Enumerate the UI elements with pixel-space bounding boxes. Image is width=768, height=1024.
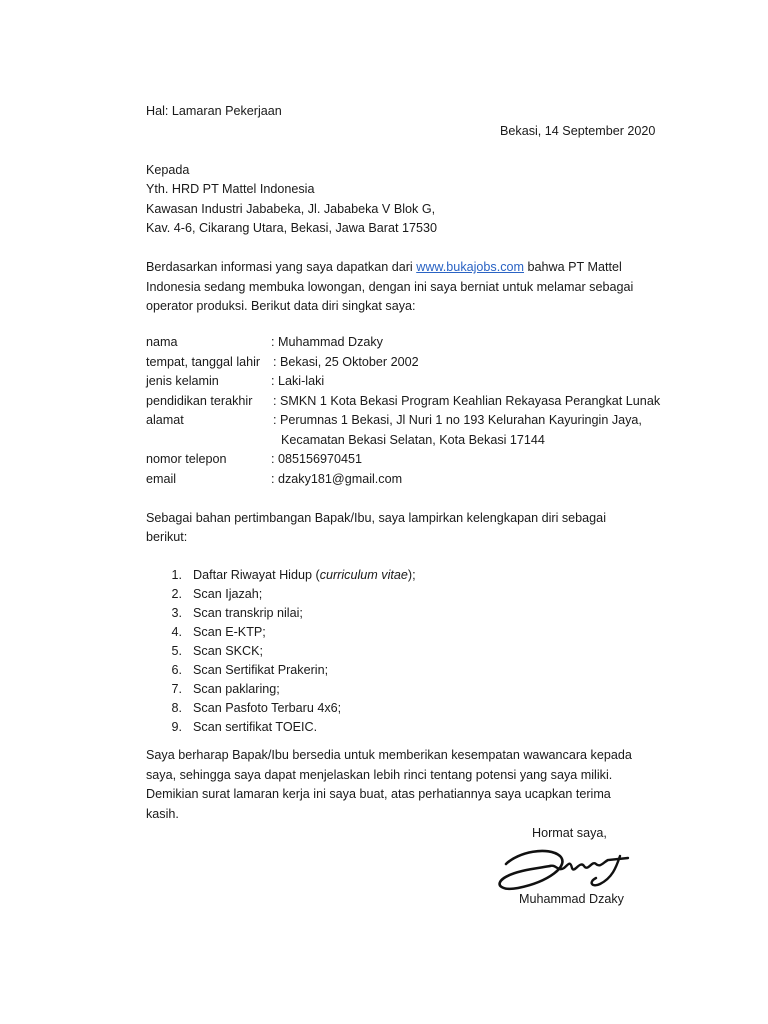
list-item-text: Scan SKCK;: [193, 644, 263, 658]
list-number: 3.: [171, 606, 182, 620]
closing-line-3: Demikian surat lamaran kerja ini saya buat, atas perhatiannya saya ucapkan terima: [146, 787, 611, 801]
intro-line-1: [146, 258, 622, 278]
list-item-text-after: );: [407, 568, 416, 582]
closing-line-1: Saya berharap Bapak/Ibu bersedia untuk memberikan kesempatan wawancara kepada: [146, 748, 632, 762]
detail-value: : Laki-laki: [271, 374, 325, 388]
recipient-line-2: Kawasan Industri Jababeka, Jl. Jababeka V Blok G,: [146, 202, 436, 216]
detail-key: alamat: [146, 413, 184, 427]
detail-value: : Muhammad Dzaky: [271, 335, 383, 349]
intro-text-b: bahwa PT Mattel: [524, 260, 622, 274]
detail-value: : dzaky181@gmail.com: [271, 472, 403, 486]
list-item-text: Scan E-KTP;: [193, 625, 266, 639]
list-item-text: Scan sertifikat TOEIC.: [193, 720, 318, 734]
intro-line-2: Indonesia sedang membuka lowongan, dengan ini saya berniat untuk melamar sebagai: [146, 280, 634, 294]
detail-value: : Perumnas 1 Bekasi, Jl Nuri 1 no 193 Kelurahan Kayuringin Jaya,: [273, 413, 642, 427]
list-number: 1.: [171, 568, 182, 582]
recipient-line-3: Kav. 4-6, Cikarang Utara, Bekasi, Jawa Barat 17530: [146, 221, 437, 235]
list-number: 2.: [171, 587, 182, 601]
recipient-line-1: Yth. HRD PT Mattel Indonesia: [146, 182, 315, 196]
list-number: 9.: [171, 720, 182, 734]
detail-key: tempat, tanggal lahir: [146, 355, 261, 369]
list-number: 7.: [171, 682, 182, 696]
list-item-text: Scan Pasfoto Terbaru 4x6;: [193, 701, 342, 715]
letter-date: Bekasi, 14 September 2020: [500, 124, 656, 138]
list-item-text: Scan paklaring;: [193, 682, 280, 696]
detail-value: : Bekasi, 25 Oktober 2002: [273, 355, 419, 369]
detail-key: nomor telepon: [146, 452, 227, 466]
closing-line-4: kasih.: [146, 807, 179, 821]
signoff-regards: Hormat saya,: [532, 826, 607, 840]
subject-line: Hal: Lamaran Pekerjaan: [146, 104, 282, 118]
list-number: 8.: [171, 701, 182, 715]
signature-image: [488, 838, 638, 896]
list-item-text: Scan Sertifikat Prakerin;: [193, 663, 329, 677]
detail-value: : 085156970451: [271, 452, 363, 466]
list-item-text-main: Daftar Riwayat Hidup (: [193, 568, 320, 582]
list-number: 4.: [171, 625, 182, 639]
list-number: 6.: [171, 663, 182, 677]
list-item-text: Scan Ijazah;: [193, 587, 263, 601]
intro-line-3: operator produksi. Berikut data diri singkat saya:: [146, 299, 416, 313]
detail-key: pendidikan terakhir: [146, 394, 253, 408]
detail-key: jenis kelamin: [146, 374, 219, 388]
list-item-text: Scan transkrip nilai;: [193, 606, 303, 620]
list-item-text: [193, 566, 416, 586]
detail-value-continued: Kecamatan Bekasi Selatan, Kota Bekasi 17144: [281, 433, 545, 447]
signatory-name: Muhammad Dzaky: [519, 892, 624, 906]
attachments-intro-line-2: berikut:: [146, 530, 188, 544]
detail-key: email: [146, 472, 177, 486]
list-number: 5.: [171, 644, 182, 658]
intro-text-a: Berdasarkan informasi yang saya dapatkan dari: [146, 260, 417, 274]
attachments-intro-line-1: Sebagai bahan pertimbangan Bapak/Ibu, saya lampirkan kelengkapan diri sebagai: [146, 511, 606, 525]
list-item-text-italic: curriculum vitae: [319, 568, 408, 582]
detail-key: nama: [146, 335, 178, 349]
bukajobs-link[interactable]: www.bukajobs.com: [416, 260, 525, 274]
recipient-greeting: Kepada: [146, 163, 190, 177]
closing-line-2: saya, sehingga saya dapat menjelaskan lebih rinci tentang potensi yang saya miliki.: [146, 768, 613, 782]
detail-value: : SMKN 1 Kota Bekasi Program Keahlian Rekayasa Perangkat Lunak: [273, 394, 661, 408]
